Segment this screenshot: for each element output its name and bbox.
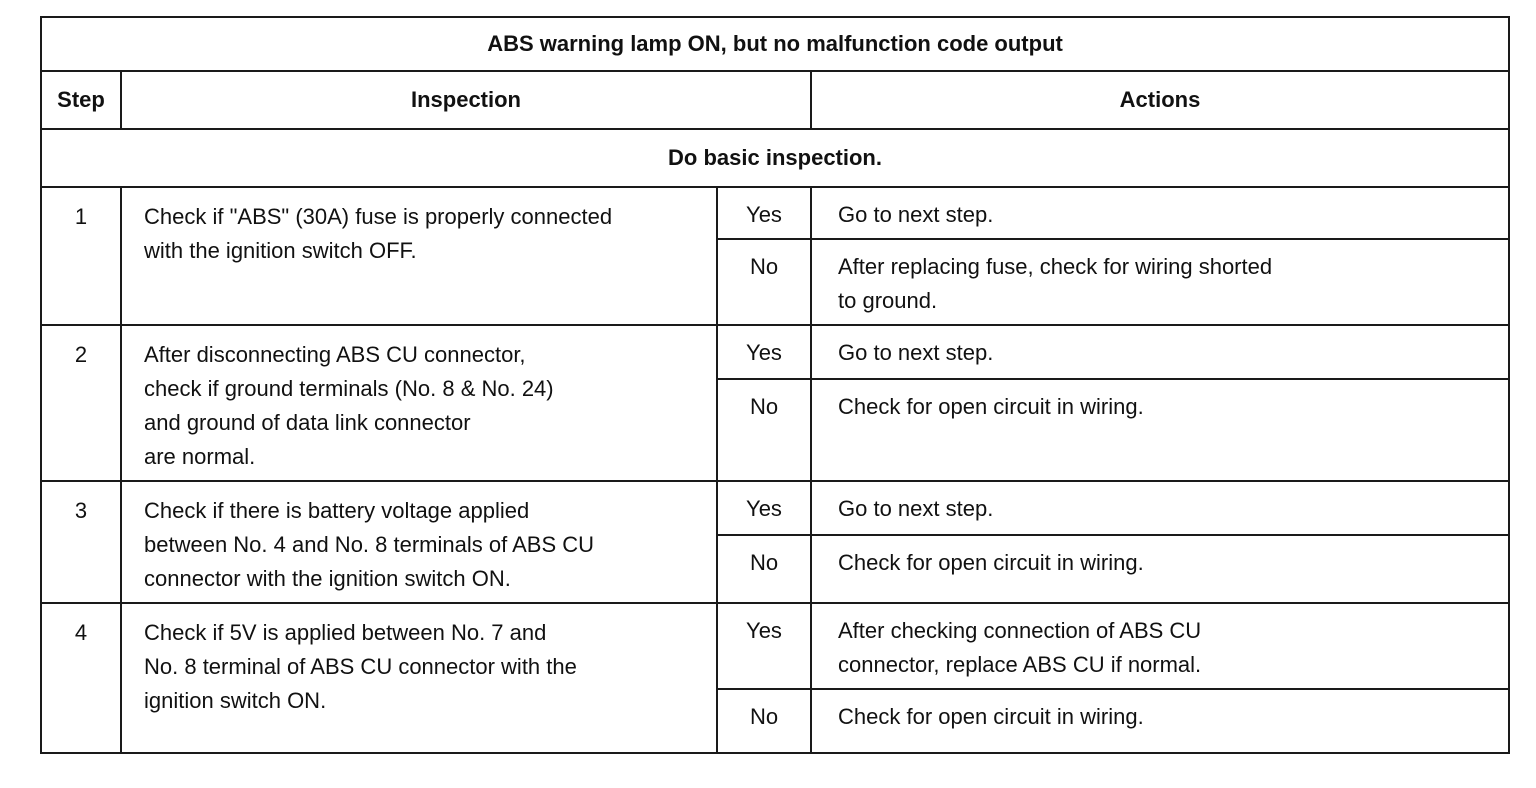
- yes-label: Yes: [717, 481, 811, 535]
- inspection-cell: [121, 187, 717, 325]
- step-number: 3: [41, 481, 121, 603]
- inspection-line: between No. 4 and No. 8 terminals of ABS CU: [144, 532, 595, 557]
- inspection-line: are normal.: [144, 444, 256, 469]
- action-line: After replacing fuse, check for wiring shorted: [838, 254, 1273, 279]
- inspection-line: No. 8 terminal of ABS CU connector with the: [144, 654, 577, 679]
- yes-label: Yes: [717, 603, 811, 689]
- no-label: No: [717, 379, 811, 481]
- table-title: ABS warning lamp ON, but no malfunction code output: [41, 17, 1509, 71]
- inspection-cell: [121, 481, 717, 603]
- header-step: Step: [41, 71, 121, 129]
- table-header-row: [41, 71, 1509, 129]
- no-action: [811, 689, 1509, 753]
- yes-action: [811, 481, 1509, 535]
- inspection-line: connector with the ignition switch ON.: [144, 566, 511, 591]
- table-row: [41, 603, 1509, 689]
- no-label: No: [717, 239, 811, 325]
- yes-label: Yes: [717, 325, 811, 379]
- action-line: Check for open circuit in wiring.: [838, 394, 1144, 420]
- yes-label: Yes: [717, 187, 811, 239]
- inspection-line: with the ignition switch OFF.: [144, 238, 417, 263]
- action-line: connector, replace ABS CU if normal.: [838, 652, 1202, 677]
- inspection-line: ignition switch ON.: [144, 688, 327, 713]
- inspection-line: After disconnecting ABS CU connector,: [144, 342, 526, 367]
- inspection-cell: [121, 325, 717, 481]
- table-row: [41, 481, 1509, 535]
- no-label: No: [717, 535, 811, 603]
- yes-action: [811, 603, 1509, 689]
- no-action: [811, 239, 1509, 325]
- action-line: Check for open circuit in wiring.: [838, 549, 1144, 575]
- troubleshooting-table: [40, 16, 1510, 754]
- step-number: 1: [41, 187, 121, 325]
- action-line: After checking connection of ABS CU: [838, 618, 1202, 643]
- action-line: Check for open circuit in wiring.: [838, 704, 1144, 729]
- inspection-line: Check if there is battery voltage applied: [144, 498, 530, 523]
- table-title-row: [41, 17, 1509, 71]
- section-heading: Do basic inspection.: [41, 129, 1509, 187]
- table-row: [41, 325, 1509, 379]
- inspection-cell: [121, 603, 717, 753]
- no-action: [811, 379, 1509, 481]
- header-actions: Actions: [811, 71, 1509, 129]
- inspection-line: and ground of data link connector: [144, 410, 471, 435]
- action-line: Go to next step.: [838, 202, 994, 227]
- action-line: to ground.: [838, 288, 938, 313]
- step-number: 4: [41, 603, 121, 753]
- header-inspection: Inspection: [121, 71, 811, 129]
- yes-action: [811, 325, 1509, 379]
- troubleshooting-table-container: [40, 16, 1508, 754]
- inspection-line: check if ground terminals (No. 8 & No. 24): [144, 376, 554, 401]
- no-label: No: [717, 689, 811, 753]
- table-row: [41, 187, 1509, 239]
- action-line: Go to next step.: [838, 340, 994, 365]
- section-row: [41, 129, 1509, 187]
- step-number: 2: [41, 325, 121, 481]
- inspection-line: Check if 5V is applied between No. 7 and: [144, 620, 547, 645]
- action-line: Go to next step.: [838, 496, 994, 521]
- inspection-line: Check if "ABS" (30A) fuse is properly connected: [144, 204, 613, 229]
- no-action: [811, 535, 1509, 603]
- yes-action: [811, 187, 1509, 239]
